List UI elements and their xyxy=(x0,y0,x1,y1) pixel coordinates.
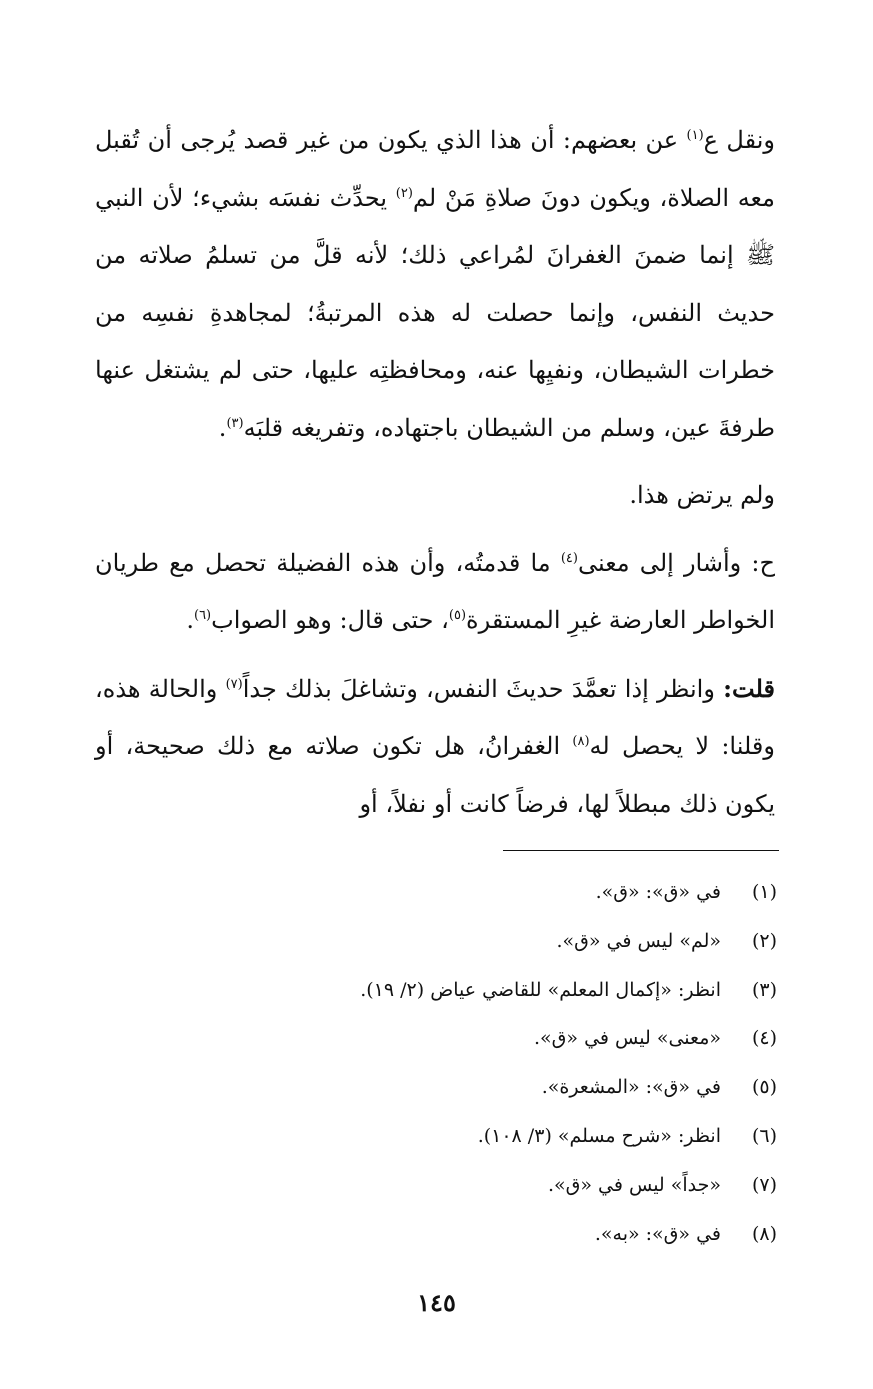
text-run: ونقل ع xyxy=(703,126,775,154)
text-run: وانظر إذا تعمَّدَ حديثَ النفس، وتشاغلَ بذلك جداً xyxy=(242,674,724,703)
footnote-text: في «ق»: «المشعرة». xyxy=(541,1076,721,1099)
paragraph xyxy=(95,660,775,834)
footnote-item xyxy=(97,1210,777,1259)
footnote-marker: (٧) xyxy=(225,676,243,692)
text-run: والحالة هذه، وقلنا: لا يحصل له xyxy=(95,674,775,760)
footnote-marker: (٦) xyxy=(193,608,212,623)
footnote-number: (٦) xyxy=(751,1124,777,1147)
footnote-number: (١) xyxy=(751,881,777,903)
footnotes-list xyxy=(97,868,777,1258)
footnote-text: في «ق»: «به». xyxy=(594,1222,721,1245)
footnote-marker: (١) xyxy=(686,128,704,143)
footnote-item xyxy=(97,1063,777,1112)
paragraph xyxy=(95,535,775,650)
footnote-text: «معنى» ليس في «ق». xyxy=(534,1027,721,1050)
footnote-item xyxy=(97,1014,777,1063)
paragraph-lead: قلت: xyxy=(723,673,775,703)
footnote-text: انظر: «إكمال المعلم» للقاضي عياض (٢/ ١٩). xyxy=(360,978,721,1001)
text-run: ما قدمتُه، وأن هذه الفضيلة تحصل مع طريان الخواطر العارضة غيرِ المستقرة xyxy=(95,548,775,634)
footnote-text: «جداً» ليس في «ق». xyxy=(547,1173,721,1196)
footnote-item xyxy=(97,917,777,966)
text-run: يحدِّث نفسَه بشيء؛ لأن النبي ﷺ إنما ضمنَ الغفرانَ لمُراعي ذلك؛ لأنه قلَّ من تسلمُ صلاته من حديث النفس، وإنما حصلت له هذه المرتبةُ؛ لمجاهدةِ نفسِه من خطرات الشيطان، ونفيِها عنه، ومحافظتِه عليها، حتى لم يشتغل عنها طرفةَ عين، وسلم من الشيطان باجتهاده، وتفريغه قلبَه xyxy=(95,183,775,442)
text-run: عن بعضهم: أن هذا الذي يكون من غير قصد يُرجى أن تُقبل معه الصلاة، ويكون دونَ صلاةِ مَنْ لم xyxy=(95,126,775,212)
footnote-number: (٤) xyxy=(751,1027,777,1050)
page-number: ١٤٥ xyxy=(417,1288,456,1317)
footnote-number: (٥) xyxy=(751,1076,777,1099)
paragraph xyxy=(95,112,775,457)
footnote-text: في «ق»: «ق». xyxy=(595,881,721,903)
footnote-number: (٧) xyxy=(751,1173,777,1196)
footnote-marker: (٤) xyxy=(560,550,578,566)
paragraph xyxy=(95,467,775,525)
footnote-item xyxy=(97,1112,777,1161)
footnote-marker: (٢) xyxy=(395,185,413,201)
footnote-item xyxy=(97,966,777,1015)
footnote-number: (٢) xyxy=(751,929,777,952)
text-run: ح: وأشار إلى معنى xyxy=(577,548,775,577)
text-run: . xyxy=(218,413,227,442)
text-run: ولم يرتض هذا. xyxy=(629,481,775,509)
footnote-marker: (٥) xyxy=(448,608,467,623)
main-text xyxy=(95,112,775,833)
text-run: ، حتى قال: وهو الصواب xyxy=(211,606,449,634)
footnote-marker: (٨) xyxy=(572,734,590,749)
footnote-separator xyxy=(503,850,779,851)
text-run: الغفرانُ، هل تكون صلاته مع ذلك صحيحة، أو يكون ذلك مبطلاً لها، فرضاً كانت أو نفلاً، أو xyxy=(95,732,775,818)
footnote-text: «لم» ليس في «ق». xyxy=(556,929,721,952)
footnote-number: (٨) xyxy=(751,1222,777,1245)
text-run: . xyxy=(186,606,194,634)
footnote-item xyxy=(97,1161,777,1210)
footnote-item xyxy=(97,868,777,917)
footnote-text: انظر: «شرح مسلم» (٣/ ١٠٨). xyxy=(477,1124,721,1147)
footnote-number: (٣) xyxy=(751,978,777,1001)
footnote-marker: (٣) xyxy=(226,415,244,431)
